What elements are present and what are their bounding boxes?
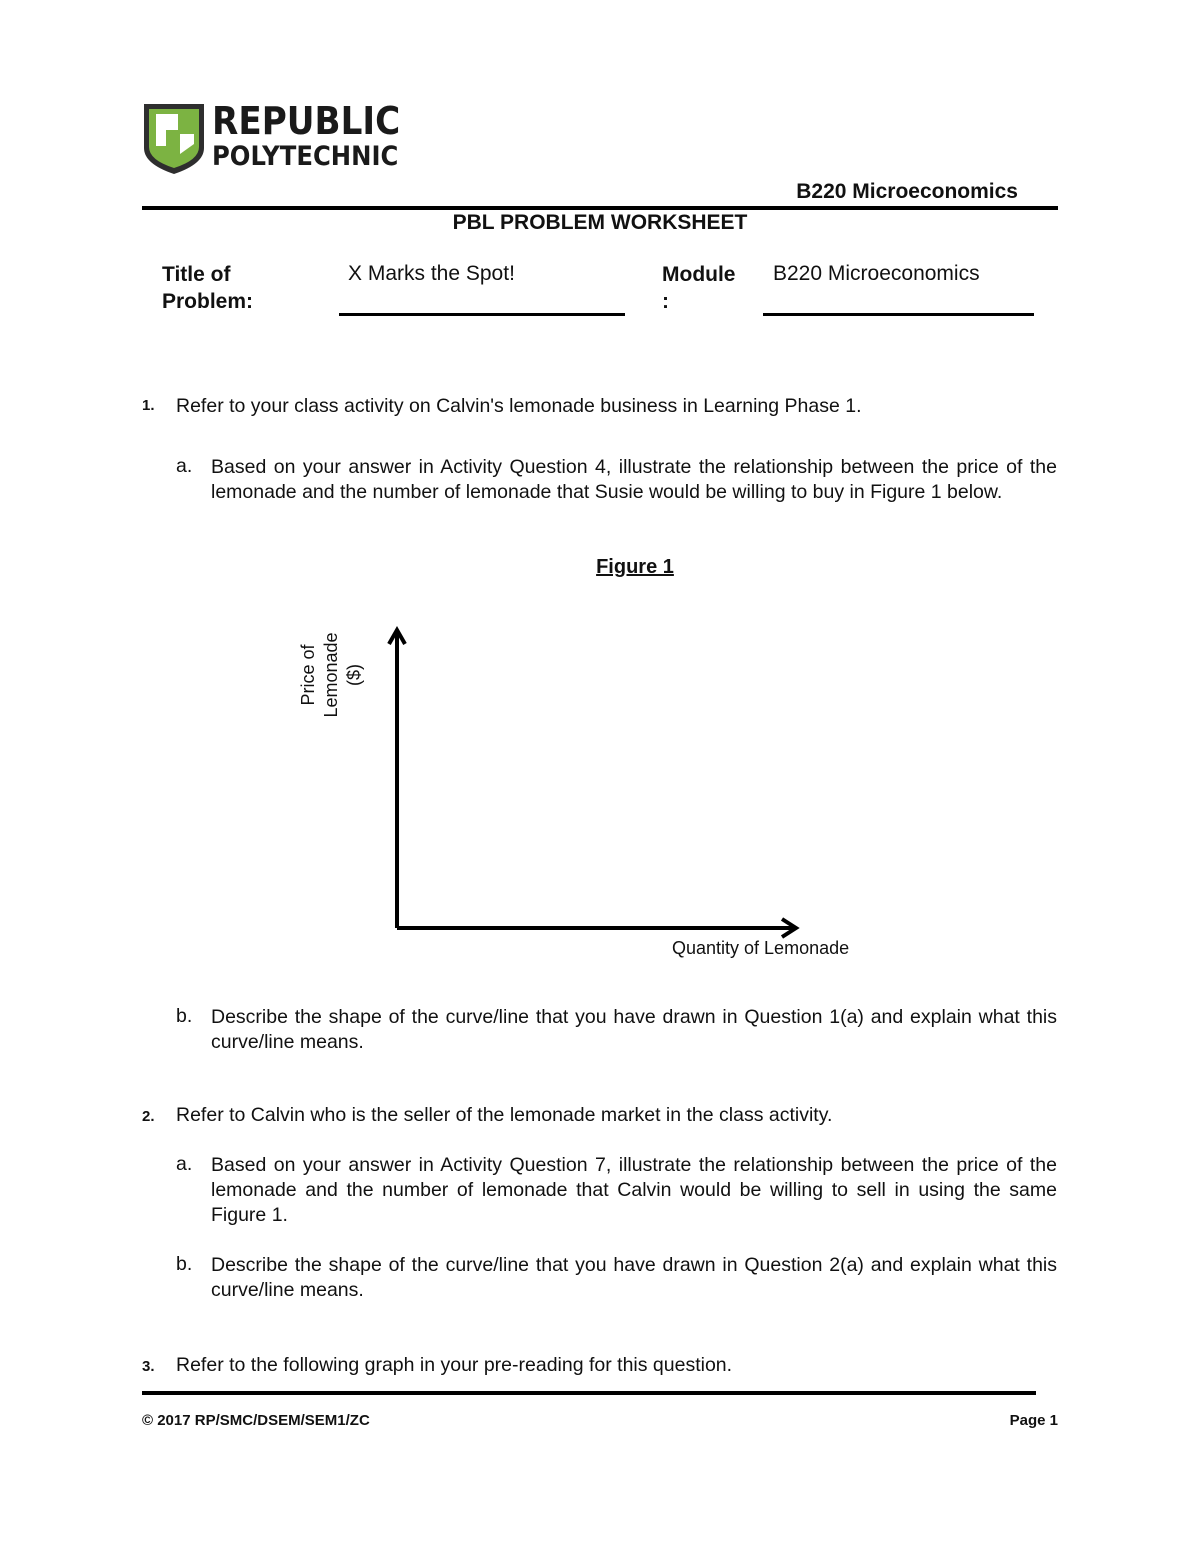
- question-2-number: 2.: [142, 1108, 155, 1125]
- problem-title-underline: [339, 313, 625, 316]
- worksheet-title: PBL PROBLEM WORKSHEET: [452, 211, 748, 234]
- y-axis-label: [297, 595, 367, 755]
- question-3-text: Refer to the following graph in your pre-reading for this question.: [176, 1354, 733, 1376]
- footer-copyright: © 2017 RP/SMC/DSEM/SEM1/ZC: [142, 1412, 370, 1429]
- figure-1-axes: [300, 610, 900, 970]
- question-2a-label: a.: [176, 1153, 193, 1175]
- module-header: B220 Microeconomics: [796, 180, 1018, 203]
- question-3-number: 3.: [142, 1358, 155, 1375]
- module-label-line-2: :: [662, 290, 669, 313]
- question-1-number: 1.: [142, 397, 155, 414]
- figure-title: Figure 1: [596, 556, 674, 578]
- problem-title-value: X Marks the Spot!: [348, 262, 515, 285]
- question-2b-text: Describe the shape of the curve/line that you have drawn in Question 2(a) and explain what this curve/line means.: [211, 1254, 1057, 1301]
- question-1-text: Refer to your class activity on Calvin's lemonade business in Learning Phase 1.: [176, 395, 862, 417]
- logo-wordmark: [212, 99, 421, 172]
- question-1a-label: a.: [176, 455, 193, 477]
- title-label: [162, 261, 253, 315]
- question-1b-label: b.: [176, 1005, 193, 1027]
- question-2a-text: Based on your answer in Activity Question 7, illustrate the relationship between the price of the lemonade and the number of lemonade that Calvin would be willing to sell in using the same Figure 1.: [211, 1154, 1057, 1226]
- module-label-line-1: Module: [662, 263, 736, 286]
- y-axis-label-line-3: ($): [344, 664, 364, 686]
- module-label: [662, 261, 736, 315]
- footer-page-number: Page 1: [1009, 1412, 1058, 1429]
- logo-line-2: POLYTECHNIC: [212, 141, 399, 172]
- footer-rule: [142, 1391, 1036, 1395]
- title-label-line-1: Title of: [162, 263, 231, 286]
- title-label-line-2: Problem:: [162, 290, 254, 313]
- question-2b-label: b.: [176, 1253, 193, 1275]
- question-1a-text: Based on your answer in Activity Question 4, illustrate the relationship between the price of the lemonade and the number of lemonade that Susie would be willing to buy in Figure 1 below.: [211, 456, 1057, 503]
- x-axis-label: Quantity of Lemonade: [672, 938, 850, 958]
- y-axis-label-line-1: Price of: [298, 644, 318, 706]
- module-underline: [763, 313, 1034, 316]
- module-value: B220 Microeconomics: [773, 262, 980, 285]
- y-axis-label-line-2: Lemonade: [321, 632, 341, 718]
- header-rule: [142, 206, 1058, 210]
- question-2-text: Refer to Calvin who is the seller of the lemonade market in the class activity.: [176, 1104, 833, 1126]
- logo-line-1: REPUBLIC: [212, 99, 401, 143]
- question-1b-text: Describe the shape of the curve/line that you have drawn in Question 1(a) and explain what this curve/line means.: [211, 1006, 1057, 1053]
